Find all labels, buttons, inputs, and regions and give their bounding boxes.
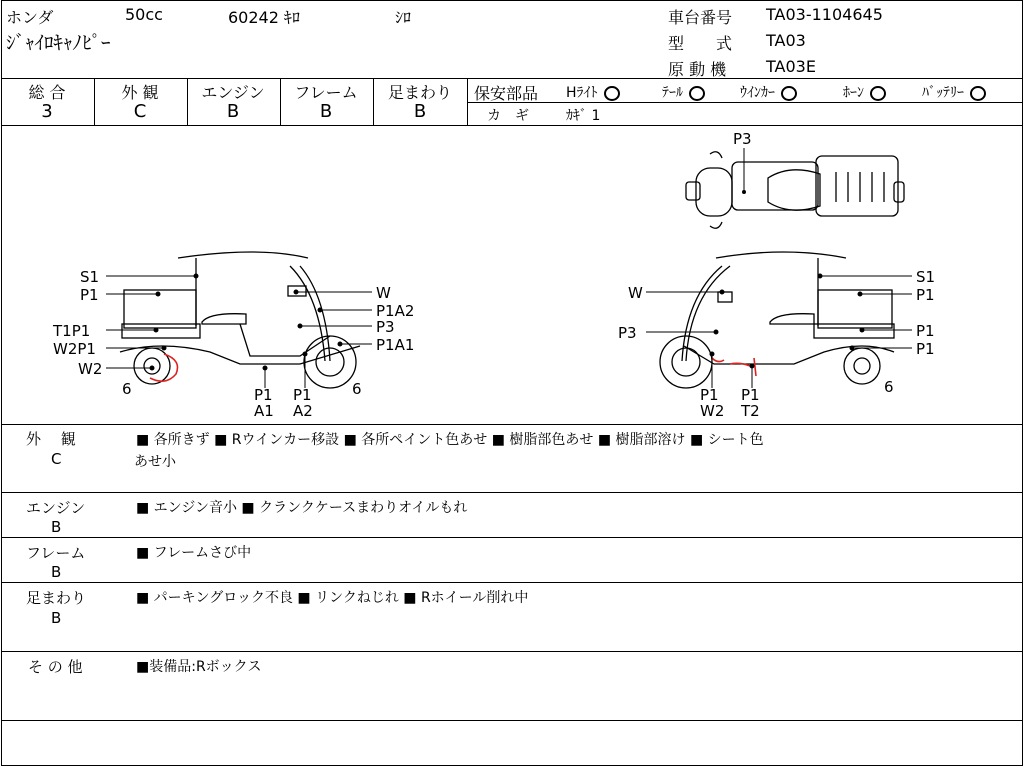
- remark-text-cont: あせ小: [134, 454, 176, 470]
- type-label: 型 式: [668, 34, 733, 53]
- grade-total-value: 3: [41, 101, 53, 122]
- safety-headlight: Hﾗｲﾄ: [566, 82, 620, 102]
- circle-mark-icon: [870, 86, 886, 101]
- svg-text:P1: P1: [293, 386, 312, 404]
- remark-grade: C: [51, 450, 62, 468]
- grade-suspension-value: B: [413, 101, 427, 122]
- svg-text:T2: T2: [741, 402, 760, 420]
- frame-no: TA03-1104645: [766, 5, 883, 24]
- remark-text: ■ フレームさび中: [136, 545, 252, 561]
- grade-suspension-label: 足まわり: [387, 83, 452, 102]
- label-top-p3: P3: [733, 130, 752, 148]
- svg-text:6: 6: [122, 380, 132, 398]
- safety-winker: ｳｲﾝｶｰ: [740, 82, 797, 102]
- remark-category: エンジン: [26, 499, 86, 517]
- grade-exterior-label: 外 観: [121, 83, 159, 102]
- grade-total-label: 総 合: [28, 83, 66, 102]
- engine-label: 原 動 機: [668, 60, 727, 79]
- svg-text:P1: P1: [916, 322, 935, 340]
- grade-frame-label: フレーム: [294, 83, 358, 102]
- svg-text:S1: S1: [80, 268, 100, 286]
- svg-text:P3: P3: [376, 318, 395, 336]
- circle-mark-icon: [781, 86, 797, 101]
- grade-exterior-value: C: [133, 101, 147, 122]
- remark-text: ■ 各所きず ■ Rウインカー移設 ■ 各所ペイント色あせ ■ 樹脂部色あせ ■ 樹脂部溶け ■ シート色: [136, 432, 764, 448]
- svg-text:P1: P1: [916, 286, 935, 304]
- svg-text:A1: A1: [254, 402, 274, 420]
- color: ｼﾛ: [395, 8, 412, 27]
- safety-title: 保安部品: [474, 84, 539, 103]
- grade-engine-label: エンジン: [201, 83, 265, 102]
- remark-text: ■装備品:Rボックス: [136, 659, 262, 675]
- svg-text:6: 6: [884, 378, 894, 396]
- left-side-scooter: [120, 252, 360, 388]
- right-side-scooter: [660, 252, 894, 388]
- remark-grade: B: [51, 563, 62, 581]
- displacement: 50cc: [125, 5, 163, 24]
- frame-no-label: 車台番号: [668, 8, 733, 27]
- right-labels: [618, 268, 935, 420]
- safety-battery: ﾊﾞｯﾃﾘｰ: [922, 82, 986, 102]
- remark-text: ■ パーキングロック不良 ■ リンクねじれ ■ Rホイール削れ中: [136, 590, 529, 606]
- svg-text:P3: P3: [618, 324, 637, 342]
- circle-mark-icon: [970, 86, 986, 101]
- safety-tail: ﾃｰﾙ: [662, 82, 705, 102]
- type-value: TA03: [766, 31, 806, 50]
- svg-text:W2: W2: [700, 402, 725, 420]
- grade-engine-value: B: [226, 101, 240, 122]
- top-view-scooter: [686, 152, 904, 229]
- svg-text:P1A1: P1A1: [376, 336, 415, 354]
- svg-text:P1: P1: [80, 286, 99, 304]
- safety-horn: ﾎｰﾝ: [843, 82, 886, 102]
- circle-mark-icon: [604, 86, 620, 101]
- svg-text:W2P1: W2P1: [53, 340, 96, 358]
- svg-text:P1: P1: [254, 386, 273, 404]
- svg-text:T1P1: T1P1: [53, 322, 91, 340]
- key-label: カ ギ: [487, 108, 529, 124]
- remark-grade: B: [51, 518, 62, 536]
- remark-text: ■ エンジン音小 ■ クランクケースまわりオイルもれ: [136, 500, 468, 516]
- remark-category: フレーム: [26, 544, 86, 562]
- svg-text:A2: A2: [293, 402, 313, 420]
- svg-text:6: 6: [352, 380, 362, 398]
- model-name: ｼﾞｬｲﾛｷｬﾉﾋﾟｰ: [6, 32, 111, 54]
- svg-text:S1: S1: [916, 268, 936, 286]
- engine-value: TA03E: [766, 57, 816, 76]
- svg-text:W2: W2: [78, 360, 103, 378]
- key-value: ｶｷﾞ 1: [566, 108, 601, 124]
- safety-mid-line: [468, 102, 1023, 103]
- grade-frame-value: B: [319, 101, 333, 122]
- svg-text:W: W: [376, 284, 391, 302]
- svg-text:P1: P1: [741, 386, 760, 404]
- remark-grade: B: [51, 609, 62, 627]
- remark-category: そ の 他: [28, 658, 83, 676]
- grade-top-line: [1, 78, 1023, 79]
- svg-text:P1A2: P1A2: [376, 302, 415, 320]
- mileage: 60242 ｷﾛ: [228, 8, 300, 27]
- maker: ホンダ: [6, 8, 54, 27]
- remark-category: 外 観: [26, 430, 76, 448]
- remark-category: 足まわり: [26, 589, 87, 607]
- damage-diagram: [0, 126, 1024, 424]
- svg-text:P1: P1: [916, 340, 935, 358]
- circle-mark-icon: [689, 86, 705, 101]
- svg-text:W: W: [628, 284, 643, 302]
- svg-text:P1: P1: [700, 386, 719, 404]
